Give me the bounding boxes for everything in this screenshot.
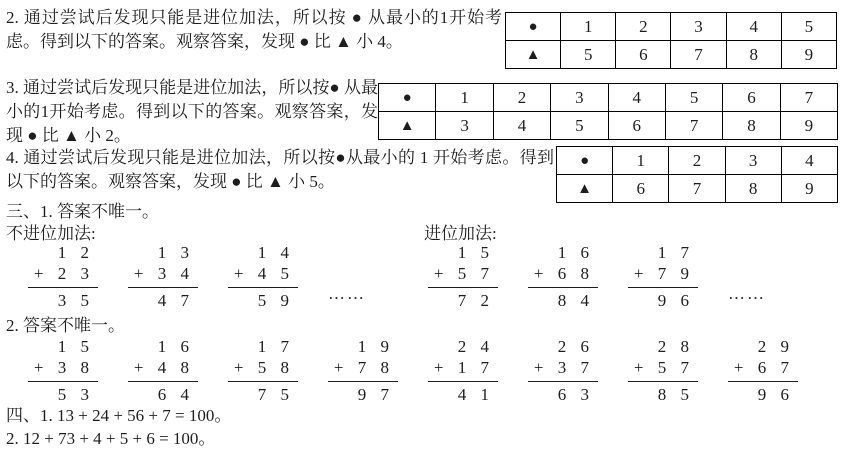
table-cell: 4 bbox=[726, 13, 781, 41]
addend-top: 1 3 bbox=[157, 243, 194, 262]
vertical-addition bbox=[128, 336, 198, 405]
addend-bottom: + 5 7 bbox=[428, 263, 498, 288]
vertical-addition bbox=[228, 242, 298, 311]
triangle-icon: ▲ bbox=[557, 175, 613, 203]
vertical-addition bbox=[428, 336, 498, 405]
addend-top: 1 7 bbox=[657, 243, 694, 262]
addend-bottom: + 4 5 bbox=[228, 263, 298, 288]
table-row bbox=[506, 41, 837, 69]
ellipsis: …… bbox=[328, 284, 366, 303]
vertical-addition bbox=[28, 336, 98, 405]
section-4-line-1: 四、1. 13 + 24 + 56 + 7 = 100。 bbox=[6, 406, 232, 425]
table-cell: 1 bbox=[613, 147, 669, 175]
sum: 5 9 bbox=[257, 291, 294, 310]
table-row bbox=[379, 112, 838, 140]
addend-bottom: + 3 7 bbox=[528, 357, 598, 382]
table-cell: 4 bbox=[781, 147, 837, 175]
table-cell: 4 bbox=[493, 112, 550, 140]
circle-icon: ● bbox=[557, 147, 613, 175]
vertical-addition bbox=[528, 336, 598, 405]
vertical-addition bbox=[228, 336, 298, 405]
sum: 7 5 bbox=[257, 385, 294, 404]
vertical-addition bbox=[628, 242, 698, 311]
vertical-addition bbox=[328, 336, 398, 405]
table-row bbox=[557, 147, 838, 175]
vertical-addition bbox=[728, 336, 798, 405]
table-cell: 7 bbox=[669, 175, 725, 203]
addend-bottom: + 5 8 bbox=[228, 357, 298, 382]
addend-top: 1 2 bbox=[57, 243, 94, 262]
addend-top: 2 4 bbox=[457, 337, 494, 356]
addend-bottom: + 3 4 bbox=[128, 263, 198, 288]
addend-bottom: + 7 8 bbox=[328, 357, 398, 382]
table-cell: 4 bbox=[608, 84, 665, 112]
part-2-heading: 2. 答案不唯一。 bbox=[6, 316, 125, 335]
section-3-heading: 三、1. 答案不唯一。 bbox=[6, 202, 159, 221]
table-cell: 8 bbox=[726, 41, 781, 69]
carry-problems-row bbox=[428, 242, 766, 311]
addend-top: 2 6 bbox=[557, 337, 594, 356]
addend-bottom: + 1 7 bbox=[428, 357, 498, 382]
vertical-addition bbox=[128, 242, 198, 311]
table-cell: 5 bbox=[665, 84, 722, 112]
no-carry-label: 不进位加法: bbox=[6, 224, 96, 243]
addend-top: 1 5 bbox=[457, 243, 494, 262]
table-cell: 6 bbox=[723, 84, 780, 112]
carry-label: 进位加法: bbox=[424, 224, 497, 243]
table-cell: 2 bbox=[669, 147, 725, 175]
table-cell: 2 bbox=[616, 13, 671, 41]
sum: 7 2 bbox=[457, 291, 494, 310]
addend-top: 2 9 bbox=[757, 337, 794, 356]
table-cell: 9 bbox=[781, 175, 837, 203]
table-cell: 7 bbox=[671, 41, 726, 69]
addend-bottom: + 7 9 bbox=[628, 263, 698, 288]
answer-item-3-text: 3. 通过尝试后发现只能是进位加法，所以按● 从最小的1开始考虑。得到以下的答案。观察答案，发现 ● 比 ▲ 小 2。 bbox=[6, 78, 378, 145]
table-cell: 3 bbox=[725, 147, 781, 175]
table-cell: 7 bbox=[665, 112, 722, 140]
addend-bottom: + 2 3 bbox=[28, 263, 98, 288]
table-cell: 3 bbox=[671, 13, 726, 41]
table-cell: 1 bbox=[436, 84, 493, 112]
sum: 3 5 bbox=[57, 291, 94, 310]
answer-table-1 bbox=[505, 12, 837, 69]
ellipsis: …… bbox=[728, 284, 766, 303]
table-cell: 5 bbox=[561, 41, 616, 69]
addend-top: 1 6 bbox=[557, 243, 594, 262]
sum: 6 3 bbox=[557, 385, 594, 404]
table-cell: 9 bbox=[780, 112, 837, 140]
addend-top: 1 4 bbox=[257, 243, 294, 262]
addend-top: 1 9 bbox=[357, 337, 394, 356]
table-cell: 8 bbox=[723, 112, 780, 140]
addend-bottom: + 4 8 bbox=[128, 357, 198, 382]
vertical-addition bbox=[528, 242, 598, 311]
table-cell: 6 bbox=[613, 175, 669, 203]
sum: 9 6 bbox=[757, 385, 794, 404]
table-cell: 5 bbox=[781, 13, 836, 41]
table-cell: 8 bbox=[725, 175, 781, 203]
answer-item-4-text: 4. 通过尝试后发现只能是进位加法，所以按●从最小的 1 开始考虑。得到以下的答案。观察答案，发现 ● 比 ▲ 小 5。 bbox=[6, 148, 554, 191]
answer-table-3 bbox=[556, 146, 838, 203]
circle-icon: ● bbox=[506, 13, 561, 41]
table-row bbox=[379, 84, 838, 112]
table-cell: 6 bbox=[616, 41, 671, 69]
addend-bottom: + 3 8 bbox=[28, 357, 98, 382]
answer-item-2-text: 2. 通过尝试后发现只能是进位加法，所以按 ● 从最小的1开始考虑。得到以下的答案。观察答案，发现 ● 比 ▲ 小 4。 bbox=[6, 8, 502, 51]
addend-top: 1 7 bbox=[257, 337, 294, 356]
triangle-icon: ▲ bbox=[379, 112, 436, 140]
addend-bottom: + 6 8 bbox=[528, 263, 598, 288]
addend-bottom: + 5 7 bbox=[628, 357, 698, 382]
circle-icon: ● bbox=[379, 84, 436, 112]
table-cell: 1 bbox=[561, 13, 616, 41]
vertical-addition bbox=[28, 242, 98, 311]
vertical-addition bbox=[428, 242, 498, 311]
table-cell: 3 bbox=[551, 84, 608, 112]
sum: 8 5 bbox=[657, 385, 694, 404]
section-4-line-2: 2. 12 + 73 + 4 + 5 + 6 = 100。 bbox=[6, 429, 216, 448]
sum: 4 1 bbox=[457, 385, 494, 404]
table-row bbox=[506, 13, 837, 41]
addend-top: 2 8 bbox=[657, 337, 694, 356]
table-cell: 3 bbox=[436, 112, 493, 140]
sum: 6 4 bbox=[157, 385, 194, 404]
sum: 9 7 bbox=[357, 385, 394, 404]
table-cell: 2 bbox=[493, 84, 550, 112]
sum: 4 7 bbox=[157, 291, 194, 310]
table-cell: 5 bbox=[551, 112, 608, 140]
triangle-icon: ▲ bbox=[506, 41, 561, 69]
addend-top: 1 6 bbox=[157, 337, 194, 356]
sum: 5 3 bbox=[57, 385, 94, 404]
table-cell: 7 bbox=[780, 84, 837, 112]
vertical-addition bbox=[628, 336, 698, 405]
addend-top: 1 5 bbox=[57, 337, 94, 356]
sum: 8 4 bbox=[557, 291, 594, 310]
table-cell: 6 bbox=[608, 112, 665, 140]
addend-bottom: + 6 7 bbox=[728, 357, 798, 382]
no-carry-problems-row bbox=[28, 242, 366, 311]
answer-table-2 bbox=[378, 83, 838, 140]
sum: 9 6 bbox=[657, 291, 694, 310]
part-2-problems-row bbox=[28, 336, 798, 405]
table-cell: 9 bbox=[781, 41, 836, 69]
table-row bbox=[557, 175, 838, 203]
